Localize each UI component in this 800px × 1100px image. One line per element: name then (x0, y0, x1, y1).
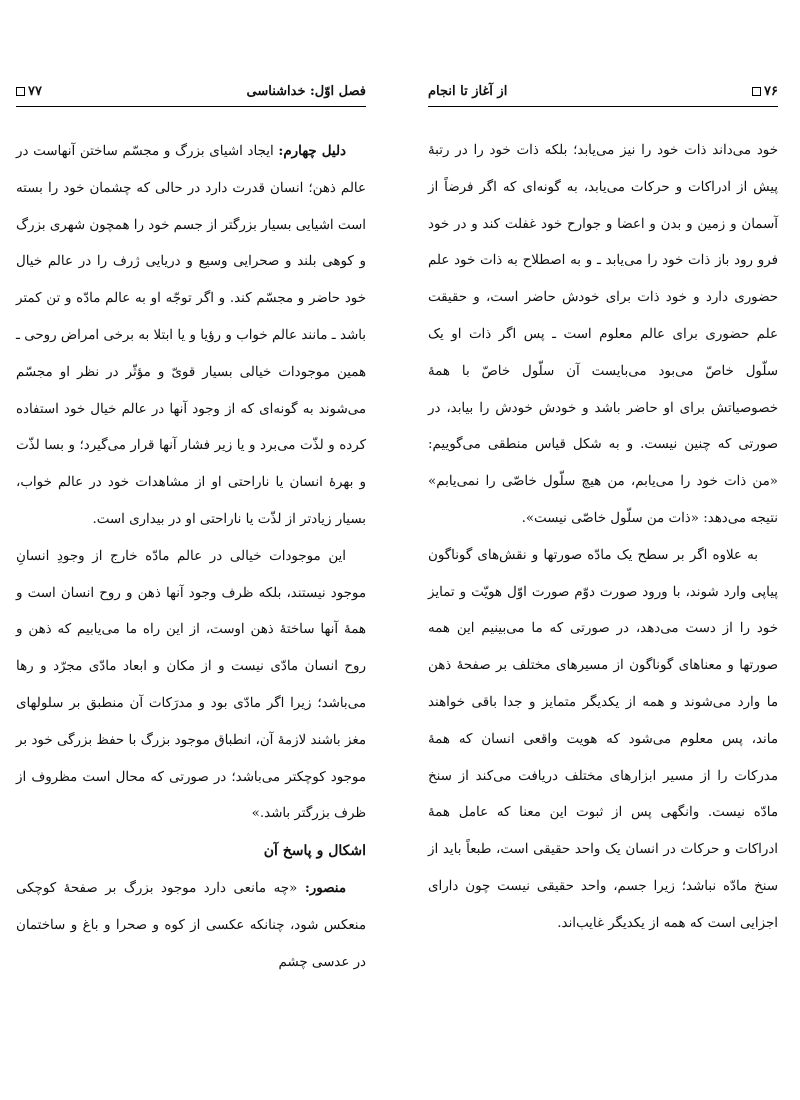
left-page-number-group (16, 84, 42, 99)
left-paragraph-3-text: «چه مانعی دارد موجود بزرگ بر صفحهٔ کوچکی منعکس شود، چنانکه عکسی از کوه و صحرا و باغ و ساختمان در عدسی چشم (16, 880, 366, 970)
left-page (16, 80, 366, 981)
left-page-header (16, 80, 366, 107)
left-paragraph-3 (16, 870, 366, 981)
right-page (428, 80, 778, 943)
left-paragraph-1-text: ایجاد اشیای بزرگ و مجسّم ساختن آنهاست در عالم ذهن؛ انسان قدرت دارد در حالی که چشمان خود را بسته است اشیایی بسیار بزرگتر از جسم خود را همچون شهری بزرگ و کوهی بلند و صحرایی وسیع و دریایی ژرف را در عالم خیال خود حاضر و مجسّم کند. و اگر توجّه او به عالم مادّه و تن کمتر باشد ـ مانند عالم خواب و رؤیا و یا ابتلا به برخی امراض روحی ـ همین موجودات خیالی بسیار قویّ و مؤثّر در نظر او مجسّم می‌شوند به گونه‌ای که از وجود آنها در عالم خیال خود استفاده کرده و لذّت می‌برد و یا زیر فشار آنها قرار می‌گیرد؛ و بسا لذّت و بهرهٔ انسان یا ناراحتی او از مشاهدات خود در عالم خواب، بسیار زیادتر از لذّت یا ناراحتی او در بیداری است. (16, 144, 366, 527)
speaker-label: منصور: (304, 879, 346, 896)
page-marker-icon (16, 87, 25, 96)
right-paragraph-1: خود می‌داند ذات خود را نیز می‌یابد؛ بلکه ذات خود را در رتبهٔ پیش از ادراکات و حرکات می‌یابد، به گونه‌ای که اگر فرضاً از آسمان و زمین و بدن و اعضا و جوارح خود غفلت کند و در خود فرو رود باز ذات خود را می‌یابد ـ و به اصطلاح به ذات خود علم حضوری دارد و خود ذات برای خودش حاضر است، و حقیقت علم حضوری برای عالم معلوم است ـ پس اگر ذات او یک سلّول خاصّ می‌بود می‌بایست آن سلّول خاصّ با همهٔ خصوصیاتش برای او حاضر باشد و خودش خودش را بیابد، در صورتی که چنین نیست. و به شکل قیاس منطقی می‌گوییم: «من ذات خود را می‌یابم، من هیچ سلّول خاصّی را نمی‌یابم» نتیجه می‌دهد: «ذات من سلّول خاصّی نیست». (428, 143, 778, 526)
section-heading: اشکال و پاسخ آن (263, 843, 366, 860)
right-running-title: از آغاز تا انجام (428, 84, 508, 99)
left-paragraph-1 (16, 133, 366, 539)
argument-label: دلیل چهارم: (278, 143, 346, 159)
right-page-header (428, 80, 778, 107)
left-page-number: ۷۷ (28, 84, 42, 99)
left-running-title: فصل اوّل: خداشناسی (246, 84, 366, 99)
left-paragraph-2: این موجودات خیالی در عالم مادّه خارج از وجودِ انسانِ موجود نیستند، بلکه ظرف وجود آنها ذهن و روح انسان است و همهٔ آنها ساختهٔ ذهن اوست، از این راه ما می‌یابیم که ذهن و روح انسان مادّی نیست و از مکان و ابعاد مادّی مجرّد و رها می‌باشد؛ زیرا اگر مادّی بود و مدرَکات آن منطبق بر سلولهای مغز باشند لازمهٔ آن، انطباق موجود بزرگ با حفظ بزرگی خود بر موجود کوچکتر می‌باشد؛ در صورتی که محال است مظروف از ظرف بزرگتر باشد.» (16, 548, 366, 822)
right-page-number-group (752, 84, 778, 99)
right-paragraph-2: به علاوه اگر بر سطح یک مادّه صورتها و نقش‌های گوناگون پیاپی وارد شوند، با ورود صورت دوّم صورت اوّل هویّت و تمایز خود را از دست می‌دهد، در صورتی که ما می‌بینیم این همه صورتها و معناهای گوناگون از مسیرهای مختلف بر صفحهٔ ذهن ما وارد می‌شوند و همه از یکدیگر متمایز و جدا باقی خواهند ماند، پس معلوم می‌شود که هویت واقعی انسان که همهٔ مدرکات را از مسیر ابزارهای مختلف دریافت می‌کند از سنخ مادّه نیست. وانگهی پس از ثبوت این معنا که عامل همهٔ ادراکات و حرکات در انسان یک واحد حقیقی است، طبعاً باید از سنخ مادّه نباشد؛ زیرا جسم، واحد حقیقی نیست چون دارای اجزایی است که همه از یکدیگر غایب‌اند. (428, 547, 778, 931)
page-marker-icon (752, 87, 761, 96)
right-page-number: ۷۶ (764, 84, 778, 99)
